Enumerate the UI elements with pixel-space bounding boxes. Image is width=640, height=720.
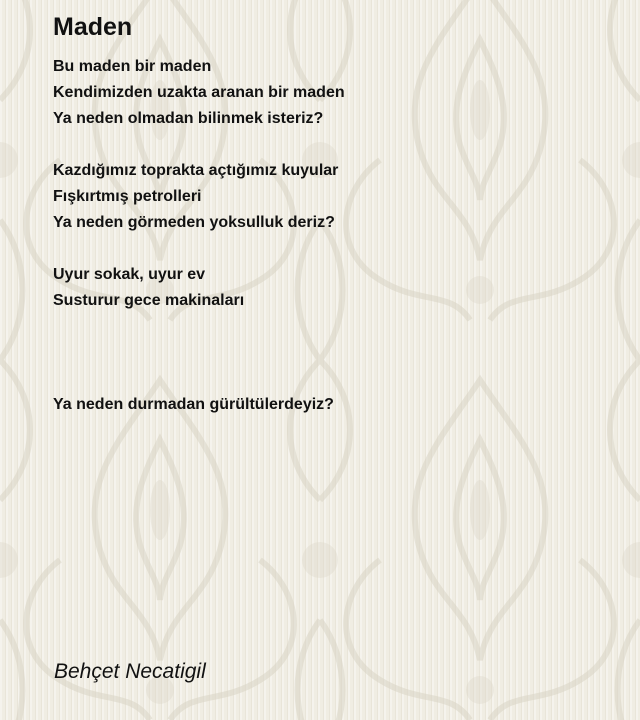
poem-title: Maden [53, 13, 133, 41]
poem-container [53, 12, 613, 444]
poem-line: Susturur gece makinaları [53, 292, 245, 309]
poem-author: Behçet Necatigil [54, 660, 206, 683]
poem-line: Fışkırtmış petrolleri [53, 188, 202, 205]
stanza-3 [53, 262, 613, 314]
poem-line: Kendimizden uzakta aranan bir maden [53, 84, 345, 101]
stanza-2 [53, 158, 613, 236]
stanza-spacer [53, 314, 613, 392]
poem-line: Ya neden olmadan bilinmek isteriz? [53, 110, 324, 127]
poem-line: Uyur sokak, uyur ev [53, 266, 206, 283]
poem-line: Ya neden görmeden yoksulluk deriz? [53, 214, 335, 231]
poem-line: Kazdığımız toprakta açtığımız kuyular [53, 162, 339, 179]
stanza-4 [53, 392, 613, 418]
stanza-1 [53, 54, 613, 132]
poem-line: Bu maden bir maden [53, 58, 212, 75]
poem-line: Ya neden durmadan gürültülerdeyiz? [53, 396, 334, 413]
